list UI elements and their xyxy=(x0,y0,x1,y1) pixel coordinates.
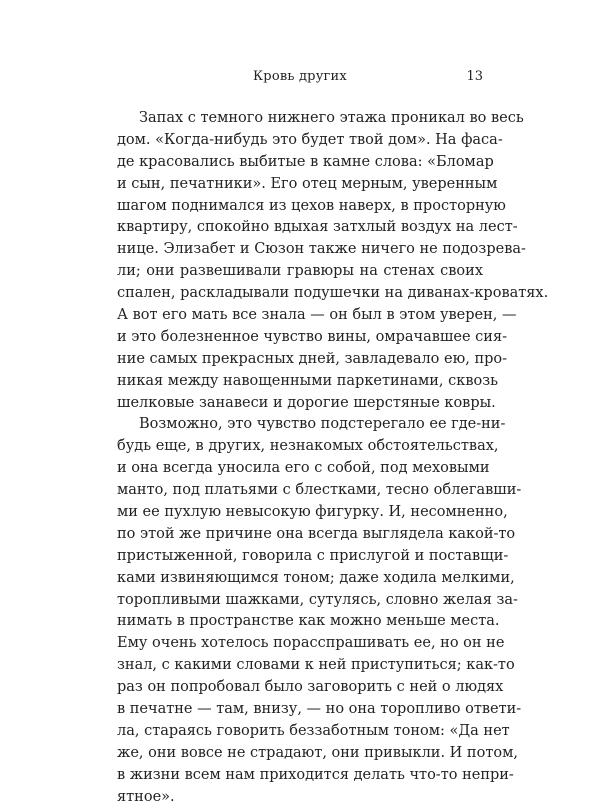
text-line: Ему очень хотелось порасспрашивать ее, но он не xyxy=(117,635,505,652)
text-line: по этой же причине она всегда выглядела какой-то xyxy=(117,525,516,542)
text-line: спален, раскладывали подушечки на диванах-кроватях. xyxy=(117,285,549,302)
text-line: ятное». xyxy=(117,788,175,805)
text-line: и это болезненное чувство вины, омрачавшее сия- xyxy=(117,328,507,345)
text-line: ми ее пухлую невысокую фигурку. И, несомненно, xyxy=(117,504,508,521)
paragraph-2 xyxy=(117,414,522,808)
text-line: ла, стараясь говорить беззаботным тоном: «Да нет xyxy=(117,722,510,739)
text-line: в жизни всем нам приходится делать что-то непри- xyxy=(117,766,514,783)
text-line: де красовались выбитые в камне слова: «Бломар xyxy=(117,153,494,170)
running-head xyxy=(117,67,483,87)
text-line: манто, под платьями с блестками, тесно облегавши- xyxy=(117,482,522,499)
text-line: дом. «Когда-нибудь это будет твой дом». На фаса- xyxy=(117,131,503,148)
page-number: 13 xyxy=(466,69,483,84)
text-line: Возможно, это чувство подстерегало ее где-ни- xyxy=(139,416,506,433)
text-line: никая между навощенными паркетинами, сквозь xyxy=(117,372,499,389)
text-line: шагом поднимался из цехов наверх, в просторную xyxy=(117,197,506,214)
running-title: Кровь других xyxy=(253,69,347,84)
text-line: и сын, печатники». Его отец мерным, уверенным xyxy=(117,175,498,192)
text-line: шелковые занавеси и дорогие шерстяные ковры. xyxy=(117,394,496,411)
text-line: нице. Элизабет и Сюзон также ничего не подозрева- xyxy=(117,241,526,258)
text-line: Запах с темного нижнего этажа проникал во весь xyxy=(139,110,524,126)
text-line: А вот его мать все знала — он был в этом уверен, — xyxy=(117,307,517,324)
text-line: в печатне — там, внизу, — но она торопливо ответи- xyxy=(117,701,522,718)
text-line: пристыженной, говорила с прислугой и поставщи- xyxy=(117,547,509,564)
text-line: ли; они развешивали гравюры на стенах своих xyxy=(117,263,483,280)
text-line: нимать в пространстве как можно меньше места. xyxy=(117,613,500,630)
paragraph-1 xyxy=(117,108,549,414)
text-line: и она всегда уносила его с собой, под меховыми xyxy=(117,460,490,477)
text-line: же, они вовсе не страдают, они привыкли. И потом, xyxy=(117,744,518,761)
body-text xyxy=(117,108,549,809)
text-line: квартиру, спокойно вдыхая затхлый воздух на лест- xyxy=(117,219,518,236)
text-line: знал, с какими словами к ней приступиться; как-то xyxy=(117,657,515,674)
text-line: будь еще, в других, незнакомых обстоятельствах, xyxy=(117,438,499,455)
text-line: торопливыми шажками, сутулясь, словно желая за- xyxy=(117,591,518,608)
text-line: ние самых прекрасных дней, завладевало ею, про- xyxy=(117,350,508,367)
text-line: ками извиняющимся тоном; даже ходила мелкими, xyxy=(117,569,515,586)
text-line: раз он попробовал было заговорить с ней о людях xyxy=(117,679,504,696)
